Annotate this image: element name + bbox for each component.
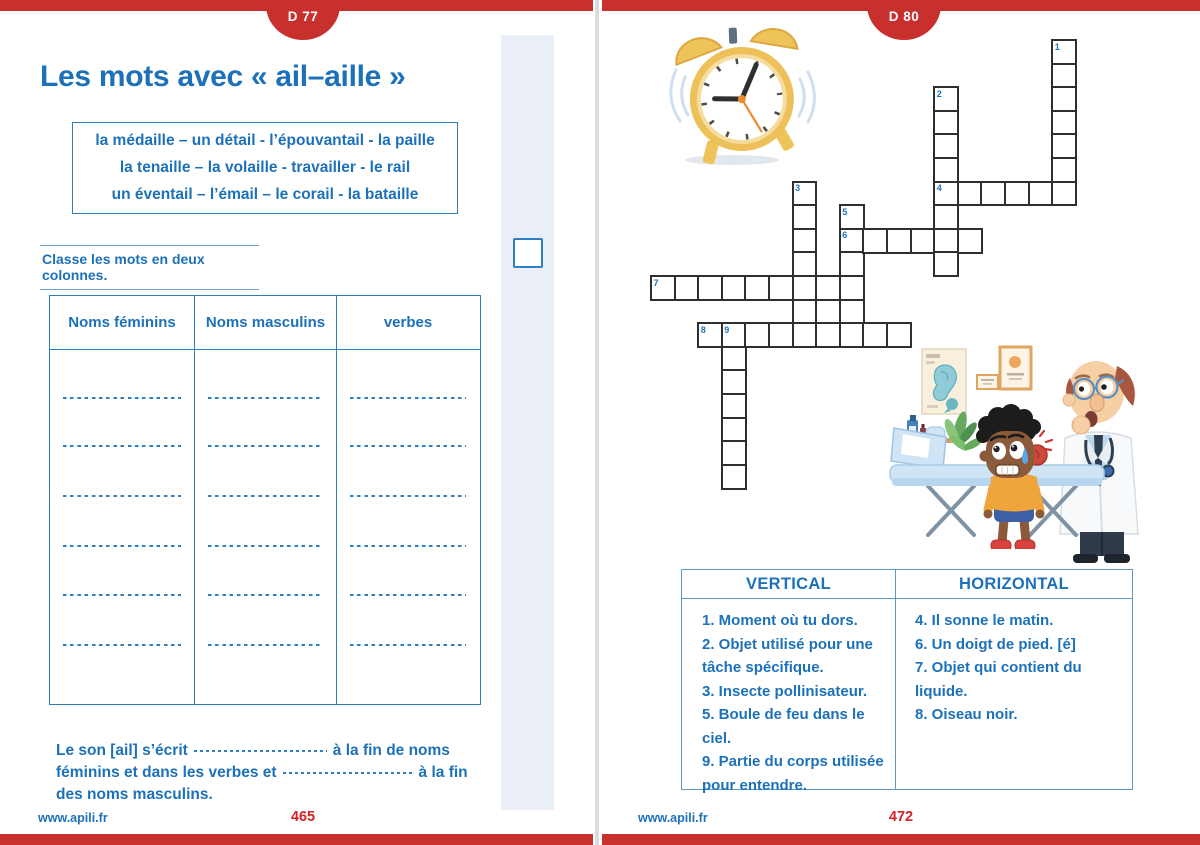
answer-write-line[interactable]	[350, 594, 466, 596]
crossword-cell[interactable]	[1051, 86, 1077, 112]
done-checkbox[interactable]	[513, 238, 543, 268]
bottom-bar-left	[0, 834, 593, 845]
crossword-cell[interactable]	[839, 299, 865, 325]
crossword-number: 6	[842, 230, 848, 241]
classification-table-header	[50, 296, 480, 350]
certificates	[977, 347, 1031, 389]
ear-poster	[922, 349, 966, 414]
answer-write-line[interactable]	[350, 445, 466, 447]
crossword-cell[interactable]	[721, 369, 747, 395]
crossword-cell[interactable]	[721, 393, 747, 419]
classification-table	[49, 295, 481, 705]
fill-in-sentence	[56, 740, 476, 806]
sentence-text: féminins et dans les verbes et	[56, 764, 277, 781]
vertical-clues-header: VERTICAL	[682, 570, 896, 598]
crossword-number: 4	[936, 183, 942, 194]
horizontal-clues-header: HORIZONTAL	[959, 574, 1069, 593]
table-column	[195, 350, 337, 704]
answer-write-line[interactable]	[208, 644, 323, 646]
answer-write-line[interactable]	[63, 445, 181, 447]
crossword-cell[interactable]	[933, 110, 959, 136]
crossword-cell[interactable]	[839, 251, 865, 277]
crossword-number: 7	[653, 277, 659, 288]
crossword-cell[interactable]	[1051, 133, 1077, 159]
crossword-cell[interactable]	[839, 275, 865, 301]
answer-write-line[interactable]	[208, 397, 323, 399]
page-number-right: 472	[888, 809, 914, 825]
sentence-text: Le son [ail] s’écrit	[56, 742, 188, 759]
crossword-cell[interactable]	[721, 440, 747, 466]
crossword-cell[interactable]	[957, 228, 983, 254]
margin-strip	[501, 35, 554, 810]
crossword-cell[interactable]	[933, 133, 959, 159]
sentence-blank-line[interactable]	[283, 772, 413, 774]
word-bank-line: la médaille – un détail - l’épouvantail - la paille	[95, 132, 435, 149]
clue-table	[681, 569, 1133, 794]
clue-line: pour entendre.	[702, 776, 808, 794]
alarm-clock-illustration	[660, 12, 832, 170]
table-column-header: Noms féminins	[50, 296, 195, 349]
vertical-clues-list	[682, 599, 896, 794]
crossword-cell[interactable]	[792, 299, 818, 325]
clue-line: 4. Il sonne le matin.	[915, 612, 1054, 629]
sentence-line	[56, 762, 476, 784]
crossword-cell[interactable]	[839, 322, 865, 348]
exercise-instruction: Classe les mots en deux colonnes.	[40, 245, 259, 290]
crossword-cell[interactable]	[792, 204, 818, 230]
crossword-cell[interactable]	[1004, 181, 1030, 207]
clue-line: 8. Oiseau noir.	[915, 706, 1018, 723]
clue-line: 3. Insecte pollinisateur.	[702, 682, 868, 700]
crossword-cell[interactable]	[886, 228, 912, 254]
word-bank-line: la tenaille – la volaille - travailler - le rail	[119, 159, 411, 176]
crossword-cell[interactable]	[721, 417, 747, 443]
lesson-badge-right-label: D 80	[888, 9, 920, 24]
lesson-badge-left-label: D 77	[287, 9, 319, 24]
answer-write-line[interactable]	[63, 545, 181, 547]
crossword-cell[interactable]	[792, 275, 818, 301]
clue-line: 7. Objet qui contient du	[915, 659, 1082, 676]
crossword-cell[interactable]	[1051, 157, 1077, 183]
sentence-line	[56, 740, 476, 762]
crossword-cell[interactable]	[1051, 181, 1077, 207]
crossword-cell[interactable]	[744, 322, 770, 348]
answer-write-line[interactable]	[63, 397, 181, 399]
crossword-cell[interactable]	[721, 346, 747, 372]
crossword-cell[interactable]	[957, 181, 983, 207]
crossword-cell[interactable]	[768, 322, 794, 348]
crossword-cell[interactable]	[862, 228, 888, 254]
crossword-cell[interactable]	[980, 181, 1006, 207]
answer-write-line[interactable]	[208, 495, 323, 497]
crossword-cell[interactable]	[1028, 181, 1054, 207]
clue-line: 9. Partie du corps utilisée	[702, 753, 884, 770]
clue-line: 2. Objet utilisé pour une	[702, 635, 873, 653]
word-bank-line: un éventail – l’émail – le corail - la bataille	[111, 186, 419, 203]
answer-write-line[interactable]	[63, 594, 181, 596]
crossword-cell[interactable]	[910, 228, 936, 254]
answer-write-line[interactable]	[350, 545, 466, 547]
crossword-cell[interactable]	[721, 464, 747, 490]
crossword-cell[interactable]	[792, 228, 818, 254]
crossword-cell[interactable]	[933, 157, 959, 183]
crossword-number: 3	[795, 183, 801, 194]
crossword-number: 9	[724, 324, 730, 335]
clue-line: tâche spécifique.	[702, 659, 824, 676]
answer-write-line[interactable]	[63, 495, 181, 497]
sentence-text: à la fin	[418, 764, 468, 781]
clue-line: 5. Boule de feu dans le ciel.	[702, 706, 865, 747]
word-bank-box	[72, 122, 458, 214]
crossword-cell[interactable]	[744, 275, 770, 301]
crossword-number: 2	[936, 88, 942, 99]
sentence-text: des noms masculins.	[56, 786, 213, 803]
lesson-badge-left	[266, 0, 340, 40]
crossword-cell[interactable]	[792, 251, 818, 277]
answer-write-line[interactable]	[350, 644, 466, 646]
clue-line: liquide.	[915, 682, 968, 700]
crossword-cell[interactable]	[815, 322, 841, 348]
crossword-cell[interactable]	[792, 322, 818, 348]
clue-table-header	[682, 570, 1132, 599]
crossword-cell[interactable]	[674, 275, 700, 301]
horizontal-clues-list	[896, 599, 1132, 789]
crossword-number: 1	[1054, 41, 1060, 52]
crossword-cell[interactable]	[815, 275, 841, 301]
crossword-cell[interactable]	[697, 275, 723, 301]
table-column	[50, 350, 195, 704]
crossword-cell[interactable]	[768, 275, 794, 301]
sentence-blank-line[interactable]	[194, 750, 327, 752]
page-title: Les mots avec « ail–aille »	[40, 60, 406, 93]
classification-table-body	[50, 350, 480, 704]
doctor-scene-illustration	[888, 328, 1150, 572]
answer-write-line[interactable]	[208, 545, 323, 547]
page-gutter-divider	[595, 0, 599, 845]
crossword-cell[interactable]	[933, 251, 959, 277]
crossword-cell[interactable]	[1051, 110, 1077, 136]
website-link-right[interactable]: www.apili.fr	[638, 811, 708, 825]
answer-write-line[interactable]	[350, 495, 466, 497]
clue-line: 1. Moment où tu dors.	[702, 612, 858, 629]
crossword-number: 5	[842, 206, 848, 217]
answer-write-line[interactable]	[208, 594, 323, 596]
crossword-cell[interactable]	[721, 275, 747, 301]
bottom-bar-right	[602, 834, 1200, 845]
crossword-cell[interactable]	[1051, 63, 1077, 89]
sentence-line	[56, 784, 476, 806]
crossword-cell[interactable]	[862, 322, 888, 348]
plant	[942, 410, 984, 453]
lesson-badge-right	[867, 0, 941, 40]
website-link-left[interactable]: www.apili.fr	[38, 811, 108, 825]
table-column-header: Noms masculins	[195, 296, 337, 349]
table-column-header: verbes	[383, 314, 433, 331]
answer-write-line[interactable]	[63, 644, 181, 646]
table-column	[337, 350, 479, 704]
clue-line: 6. Un doigt de pied. [é]	[915, 635, 1076, 653]
sentence-text: à la fin de noms	[332, 742, 450, 759]
crossword-number: 8	[700, 324, 706, 335]
answer-write-line[interactable]	[350, 397, 466, 399]
crossword-cell[interactable]	[933, 204, 959, 230]
page-number-left: 465	[290, 809, 316, 825]
clue-table-body	[682, 599, 1132, 794]
crossword-cell[interactable]	[933, 228, 959, 254]
answer-write-line[interactable]	[208, 445, 323, 447]
